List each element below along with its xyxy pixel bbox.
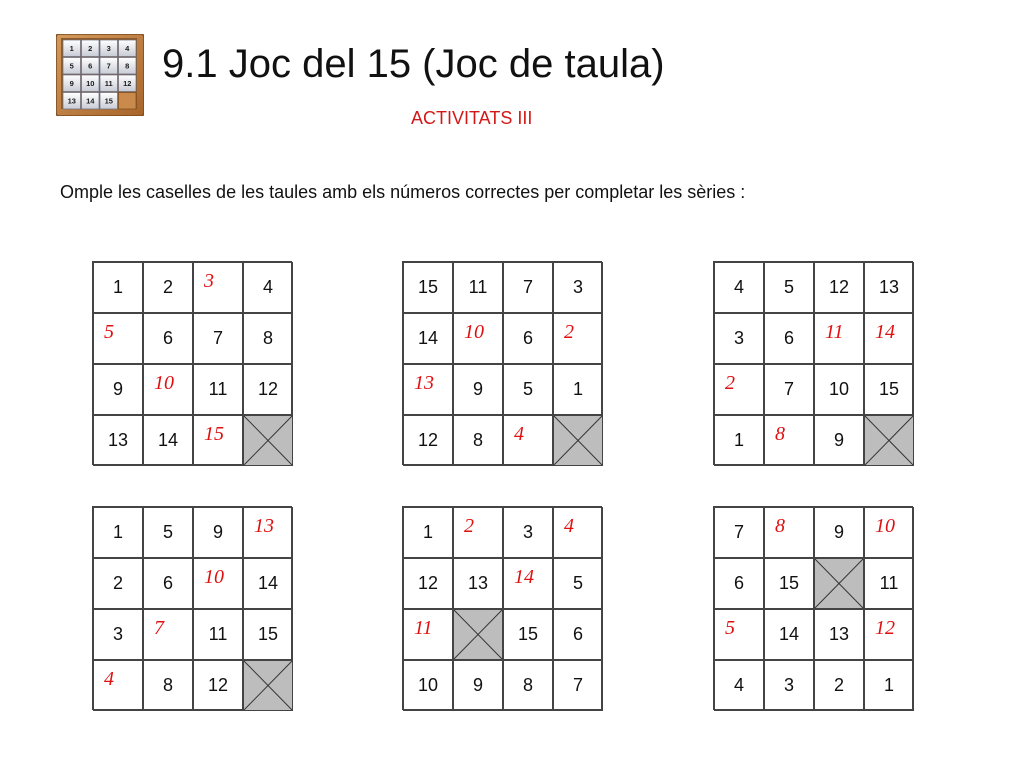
number-cell: 2 <box>814 660 864 711</box>
puzzle-grid-3 <box>713 261 913 465</box>
number-cell: 3 <box>714 313 764 364</box>
page-title: 9.1 Joc del 15 (Joc de taula) <box>162 42 665 86</box>
number-cell: 15 <box>403 262 453 313</box>
number-cell: 15 <box>764 558 814 609</box>
answer-cell: 14 <box>503 558 553 609</box>
logo-tile-label: 3 <box>106 43 111 53</box>
number-cell: 10 <box>403 660 453 711</box>
logo-tile-label: 7 <box>106 61 111 71</box>
logo-tile-label: 14 <box>86 96 95 106</box>
number-cell: 14 <box>403 313 453 364</box>
number-cell: 6 <box>143 558 193 609</box>
logo-tile-label: 10 <box>86 78 95 88</box>
logo-tile-label: 8 <box>125 61 130 71</box>
number-cell: 9 <box>814 415 864 466</box>
number-cell: 8 <box>243 313 293 364</box>
answer-cell: 3 <box>193 262 243 313</box>
number-cell: 12 <box>814 262 864 313</box>
number-cell: 14 <box>764 609 814 660</box>
number-cell: 7 <box>193 313 243 364</box>
number-cell: 6 <box>143 313 193 364</box>
number-cell: 8 <box>503 660 553 711</box>
cross-icon <box>244 661 292 710</box>
logo-tile-label: 15 <box>104 96 113 106</box>
number-cell: 1 <box>93 507 143 558</box>
answer-cell: 5 <box>714 609 764 660</box>
number-cell: 6 <box>764 313 814 364</box>
answer-cell: 7 <box>143 609 193 660</box>
answer-cell: 2 <box>553 313 603 364</box>
number-cell: 13 <box>453 558 503 609</box>
number-cell: 3 <box>553 262 603 313</box>
number-cell: 11 <box>864 558 914 609</box>
number-cell: 7 <box>503 262 553 313</box>
number-cell: 11 <box>193 364 243 415</box>
cross-icon <box>865 416 913 465</box>
number-cell: 1 <box>553 364 603 415</box>
number-cell: 6 <box>553 609 603 660</box>
logo-tile-label: 11 <box>104 78 113 88</box>
number-cell: 7 <box>764 364 814 415</box>
number-cell: 5 <box>553 558 603 609</box>
number-cell: 8 <box>453 415 503 466</box>
number-cell: 4 <box>714 262 764 313</box>
cross-icon <box>244 416 292 465</box>
number-cell: 9 <box>453 364 503 415</box>
number-cell: 13 <box>864 262 914 313</box>
logo-tile-label: 4 <box>125 43 130 53</box>
number-cell: 11 <box>453 262 503 313</box>
empty-cell <box>553 415 603 466</box>
page-subtitle: ACTIVITATS III <box>411 108 533 128</box>
answer-cell: 4 <box>93 660 143 711</box>
answer-cell: 13 <box>403 364 453 415</box>
number-cell: 5 <box>764 262 814 313</box>
cross-icon <box>454 610 502 659</box>
number-cell: 3 <box>93 609 143 660</box>
puzzle-grid-5 <box>402 506 602 710</box>
answer-cell: 11 <box>814 313 864 364</box>
answer-cell: 12 <box>864 609 914 660</box>
number-cell: 11 <box>193 609 243 660</box>
number-cell: 4 <box>243 262 293 313</box>
empty-cell <box>243 415 293 466</box>
number-cell: 9 <box>193 507 243 558</box>
number-cell: 13 <box>814 609 864 660</box>
number-cell: 14 <box>143 415 193 466</box>
puzzle-grid-6 <box>713 506 913 710</box>
answer-cell: 14 <box>864 313 914 364</box>
logo-tile-label: 9 <box>69 78 74 88</box>
number-cell: 1 <box>403 507 453 558</box>
number-cell: 1 <box>714 415 764 466</box>
answer-cell: 5 <box>93 313 143 364</box>
number-cell: 5 <box>503 364 553 415</box>
number-cell: 3 <box>503 507 553 558</box>
number-cell: 15 <box>864 364 914 415</box>
number-cell: 5 <box>143 507 193 558</box>
answer-cell: 4 <box>503 415 553 466</box>
number-cell: 1 <box>93 262 143 313</box>
number-cell: 12 <box>403 415 453 466</box>
puzzle-grid-4 <box>92 506 292 710</box>
number-cell: 7 <box>714 507 764 558</box>
answer-cell: 2 <box>453 507 503 558</box>
logo-tile-label: 1 <box>69 43 74 53</box>
number-cell: 6 <box>714 558 764 609</box>
answer-cell: 11 <box>403 609 453 660</box>
empty-cell <box>453 609 503 660</box>
number-cell: 2 <box>93 558 143 609</box>
number-cell: 10 <box>814 364 864 415</box>
logo-tile-label: 12 <box>123 78 132 88</box>
number-cell: 12 <box>193 660 243 711</box>
number-cell: 15 <box>243 609 293 660</box>
number-cell: 3 <box>764 660 814 711</box>
cross-icon <box>554 416 602 465</box>
number-cell: 9 <box>814 507 864 558</box>
empty-cell <box>814 558 864 609</box>
instructions-text: Omple les caselles de les taules amb els números correctes per completar les sèries : <box>60 182 746 202</box>
logo-tile-label: 13 <box>67 96 76 106</box>
answer-cell: 8 <box>764 415 814 466</box>
empty-cell <box>864 415 914 466</box>
answer-cell: 10 <box>864 507 914 558</box>
empty-cell <box>243 660 293 711</box>
puzzle-grid-1 <box>92 261 292 465</box>
answer-cell: 13 <box>243 507 293 558</box>
number-cell: 12 <box>243 364 293 415</box>
number-cell: 9 <box>453 660 503 711</box>
number-cell: 8 <box>143 660 193 711</box>
number-cell: 7 <box>553 660 603 711</box>
logo-tile-label: 2 <box>88 43 93 53</box>
logo-tile-label: 5 <box>69 61 74 71</box>
answer-cell: 10 <box>193 558 243 609</box>
number-cell: 14 <box>243 558 293 609</box>
number-cell: 13 <box>93 415 143 466</box>
answer-cell: 10 <box>143 364 193 415</box>
answer-cell: 2 <box>714 364 764 415</box>
number-cell: 6 <box>503 313 553 364</box>
number-cell: 1 <box>864 660 914 711</box>
answer-cell: 4 <box>553 507 603 558</box>
number-cell: 2 <box>143 262 193 313</box>
number-cell: 9 <box>93 364 143 415</box>
number-cell: 15 <box>503 609 553 660</box>
fifteen-puzzle-icon <box>56 34 144 116</box>
number-cell: 4 <box>714 660 764 711</box>
logo-tile-label: 6 <box>88 61 93 71</box>
cross-icon <box>815 559 863 608</box>
puzzle-grid-2 <box>402 261 602 465</box>
answer-cell: 15 <box>193 415 243 466</box>
answer-cell: 10 <box>453 313 503 364</box>
number-cell: 12 <box>403 558 453 609</box>
answer-cell: 8 <box>764 507 814 558</box>
